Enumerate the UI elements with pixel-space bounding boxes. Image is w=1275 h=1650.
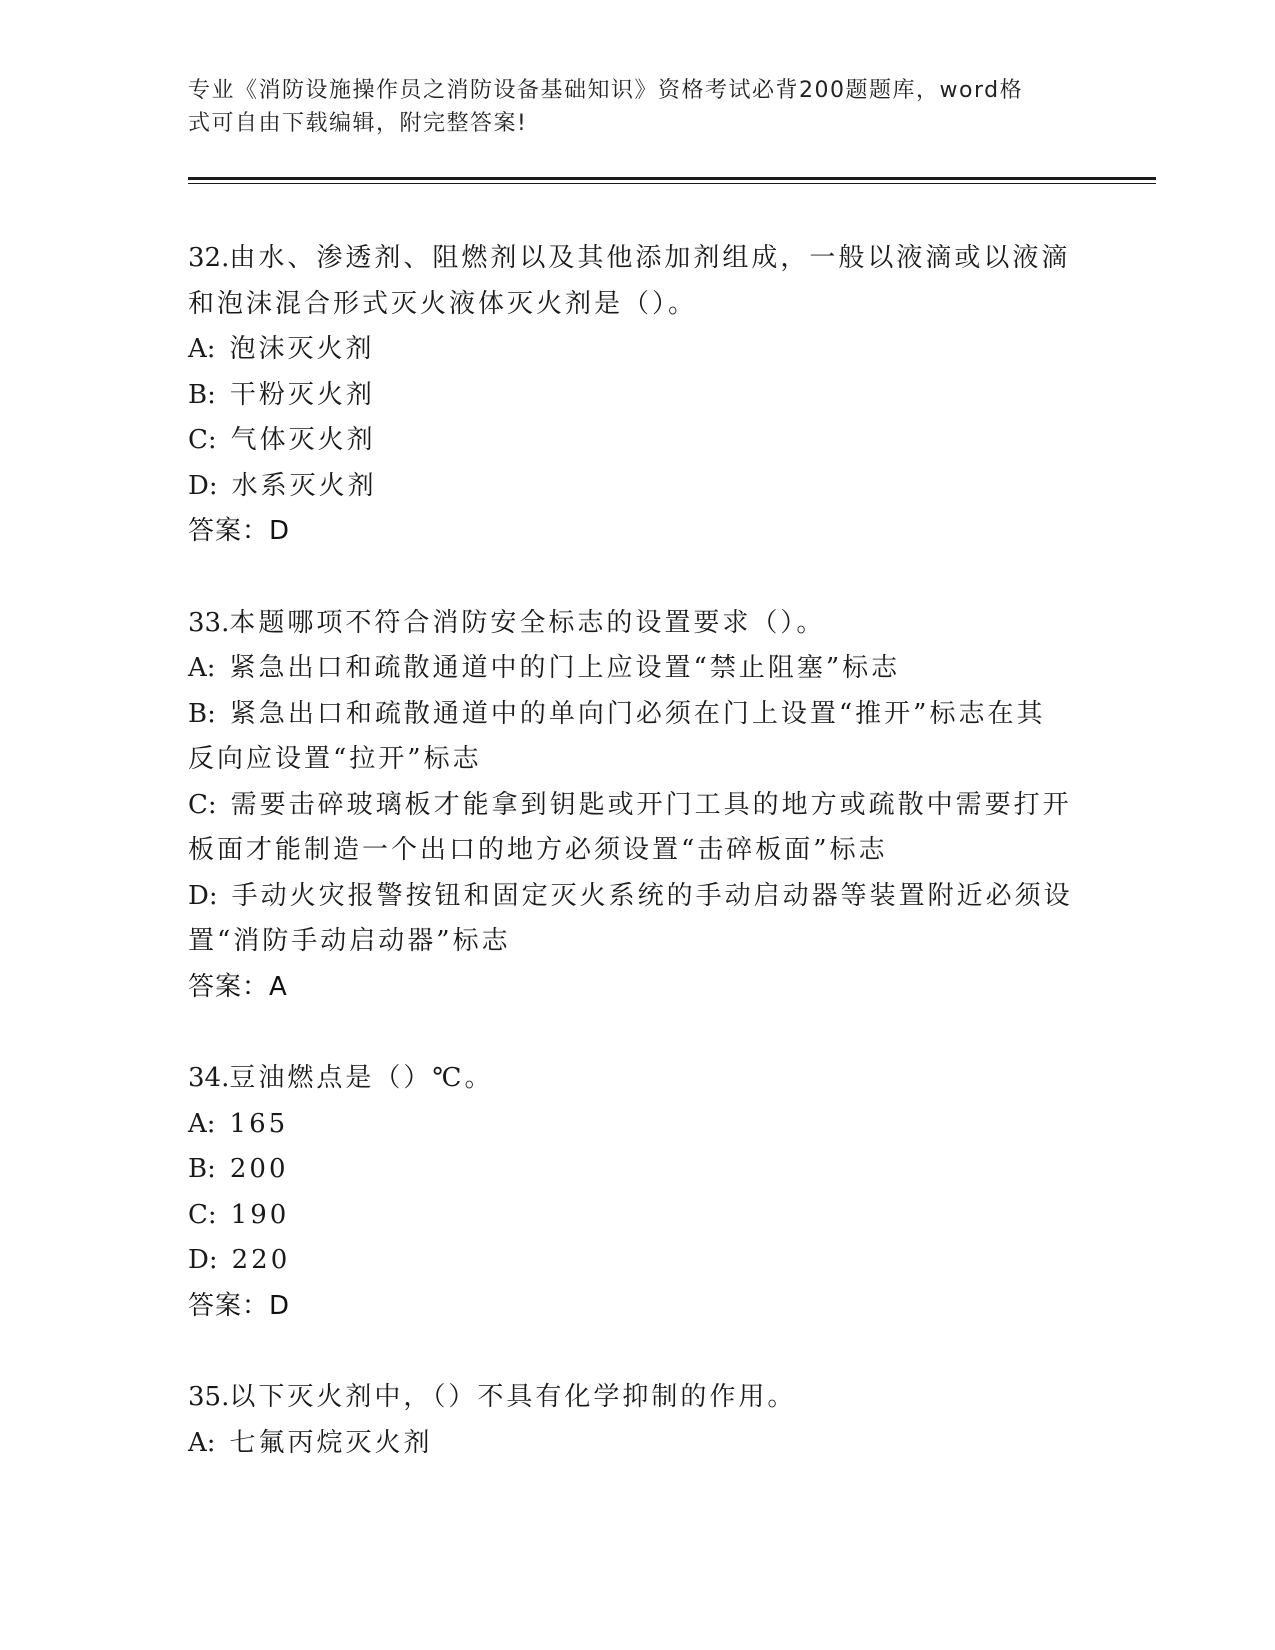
option-text: 紧急出口和疏散通道中的单向门必须在门上设置“推开”标志在其 [229, 698, 1046, 729]
question-block [188, 601, 1088, 1011]
option-line [188, 692, 1088, 738]
question-stem-line [188, 282, 1088, 328]
question-stem-text: 豆油燃点是（）℃。 [229, 1063, 494, 1093]
option-text: 置“消防手动启动器”标志 [188, 926, 511, 956]
option-letter: A: [188, 1108, 216, 1139]
question-stem-text: 由水、渗透剂、阻燃剂以及其他添加剂组成，一般以液滴或以液滴 [229, 243, 1071, 273]
option-letter: B: [188, 379, 216, 410]
option-text: 165 [229, 1108, 289, 1139]
option-line [188, 464, 1088, 510]
option-line [188, 737, 1088, 783]
option-line [188, 783, 1088, 829]
option-letter: B: [188, 698, 216, 729]
question-stem-line [188, 236, 1088, 282]
question-number: 33. [188, 607, 230, 638]
option-letter: B: [188, 1154, 216, 1184]
option-text: 190 [230, 1199, 290, 1230]
header-line-1: 专业《消防设施操作员之消防设备基础知识》资格考试必背200题题库，word格 [188, 78, 1024, 103]
document-header [188, 74, 1068, 140]
option-line [188, 373, 1088, 419]
option-line [188, 874, 1088, 920]
option-text: 七氟丙烷灭火剂 [229, 1427, 433, 1458]
question-stem-line [188, 601, 1088, 647]
question-stem-text: 和泡沫混合形式灭火液体灭火剂是（）。 [188, 288, 698, 319]
option-line [188, 1193, 1088, 1239]
option-line [188, 919, 1088, 965]
option-text: 紧急出口和疏散通道中的门上应设置“禁止阻塞”标志 [229, 653, 901, 683]
answer-line: 答案：A [188, 971, 288, 1002]
option-text: 需要击碎玻璃板才能拿到钥匙或开门工具的地方或疏散中需要打开 [230, 789, 1072, 820]
option-line [188, 1147, 1088, 1193]
option-text: 干粉灭火剂 [229, 379, 375, 410]
option-line [188, 828, 1088, 874]
option-letter: C: [188, 789, 217, 820]
question-stem-text: 以下灭火剂中，（）不具有化学抑制的作用。 [229, 1382, 797, 1412]
question-number: 35. [188, 1382, 230, 1412]
option-letter: D: [188, 470, 218, 501]
option-text: 水系灭火剂 [231, 470, 377, 501]
option-letter: C: [188, 425, 217, 455]
option-letter: A: [188, 653, 216, 683]
answer-line: 答案：D [188, 1290, 291, 1321]
question-number: 32. [188, 243, 230, 273]
option-line [188, 1102, 1088, 1148]
option-text: 泡沫灭火剂 [229, 334, 375, 364]
answer-line: 答案：D [188, 516, 291, 546]
option-letter: D: [188, 880, 218, 911]
question-stem-text: 本题哪项不符合消防安全标志的设置要求（）。 [229, 607, 826, 638]
option-letter: C: [188, 1199, 217, 1230]
header-divider-thick [188, 177, 1156, 180]
option-line [188, 327, 1088, 373]
option-line [188, 1238, 1088, 1284]
option-letter: D: [188, 1245, 218, 1275]
option-text: 220 [231, 1245, 291, 1275]
option-line [188, 1421, 1088, 1467]
option-text: 气体灭火剂 [230, 425, 376, 455]
question-block [188, 236, 1088, 555]
question-block [188, 1375, 1088, 1466]
option-text: 板面才能制造一个出口的地方必须设置“击碎板面”标志 [188, 835, 888, 865]
question-number: 34. [188, 1063, 230, 1093]
question-list [188, 236, 1088, 1512]
option-line [188, 418, 1088, 464]
header-divider-thin [188, 183, 1156, 184]
question-stem-line [188, 1375, 1088, 1421]
header-line-2: 式可自由下载编辑，附完整答案! [188, 111, 528, 136]
option-text: 手动火灾报警按钮和固定灭火系统的手动启动器等装置附近必须设 [231, 880, 1073, 911]
option-letter: A: [188, 1427, 216, 1458]
question-stem-line [188, 1056, 1088, 1102]
option-line [188, 646, 1088, 692]
question-block [188, 1056, 1088, 1329]
option-text: 反向应设置“拉开”标志 [188, 744, 482, 774]
option-letter: A: [188, 334, 216, 364]
option-text: 200 [229, 1154, 289, 1184]
